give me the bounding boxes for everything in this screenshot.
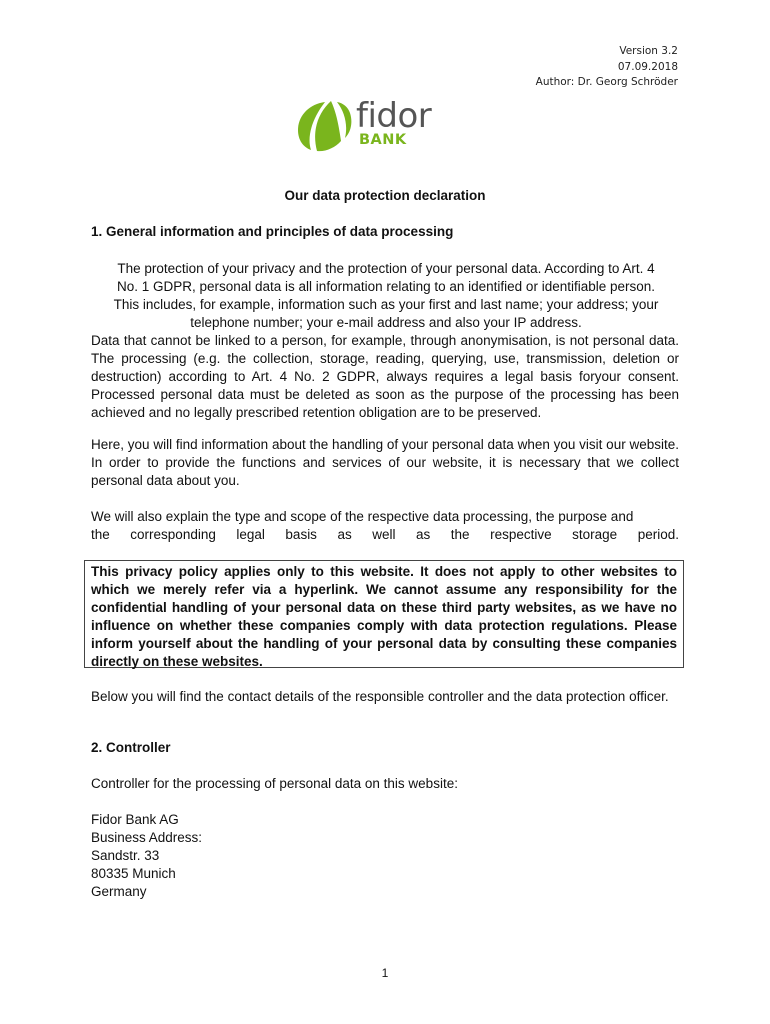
scope-word: well: [372, 527, 396, 542]
address-line: Business Address:: [91, 830, 203, 845]
scope-word: storage: [572, 527, 618, 542]
intro-line: This includes, for example, information such as your first and last name; your address; your: [113, 297, 659, 312]
scope-word: legal: [236, 527, 265, 542]
scope-line-1: We will also explain the type and scope of the respective data processing, the purpose and: [91, 509, 634, 524]
scope-line-2: [91, 526, 679, 544]
scope-paragraph: [91, 508, 679, 544]
address-line: 80335 Munich: [91, 866, 176, 881]
author-label: Author: Dr. Georg Schröder: [535, 76, 678, 88]
address-line: Germany: [91, 884, 147, 899]
anonymisation-paragraph: Data that cannot be linked to a person, for example, through anonymisation, is not personal data. The processing (e.g. the collection, storage, reading, querying, use, transmission, deletion or destruction) according to Art. 4 No. 2 GDPR, always requires a legal basis foryour consent. Processed personal data must be deleted as soon as the purpose of the processing has been achieved and no legally prescribed retention obligation are to be preserved.: [91, 333, 679, 420]
scope-word: as: [337, 527, 352, 542]
date-label: 07.09.2018: [617, 60, 678, 73]
section-2-heading: 2. Controller: [91, 740, 171, 755]
page-title: Our data protection declaration: [284, 188, 486, 203]
scope-word: the: [450, 527, 470, 542]
fidor-bank-logo: [295, 98, 445, 154]
scope-word: period.: [637, 527, 679, 542]
leaf-icon: [295, 98, 353, 154]
controller-address: [91, 811, 202, 901]
version-label: Version 3.2: [619, 45, 678, 57]
scope-word: corresponding: [130, 527, 216, 542]
website-handling-paragraph: Here, you will find information about the handling of your personal data when you visit our website. In order to provide the functions and services of our website, it is necessary that we collect personal data about you.: [91, 437, 679, 488]
logo-subtitle: BANK: [359, 132, 407, 148]
intro-line: telephone number; your e-mail address and also your IP address.: [190, 315, 582, 330]
scope-word: as: [416, 527, 431, 542]
page-number: 1: [381, 966, 389, 980]
controller-intro: Controller for the processing of personal data on this website:: [91, 776, 458, 791]
intro-centered-text: [91, 260, 681, 332]
scope-word: the: [91, 527, 110, 542]
intro-line: The protection of your privacy and the protection of your personal data. According to Art. 4: [117, 261, 655, 276]
section-1-heading: 1. General information and principles of data processing: [91, 224, 454, 239]
document-meta: [536, 44, 678, 91]
logo-wordmark: fidor: [356, 96, 432, 136]
address-line: Sandstr. 33: [91, 848, 160, 863]
address-line: Fidor Bank AG: [91, 812, 179, 827]
privacy-notice-box: This privacy policy applies only to this website. It does not apply to other websites to which we merely refer via a hyperlink. We cannot assume any responsibility for the confidential handling of your personal data on these third party websites, as we have no influence on whether these companies comply with data protection regulations. Please inform yourself about the handling of your personal data by consulting these companies directly on these websites.: [84, 560, 684, 668]
intro-line: No. 1 GDPR, personal data is all information relating to an identified or identifiable person.: [116, 279, 656, 294]
contact-details-paragraph: Below you will find the contact details of the responsible controller and the data protection officer.: [91, 689, 669, 704]
scope-word: basis: [285, 527, 317, 542]
scope-word: respective: [490, 527, 552, 542]
